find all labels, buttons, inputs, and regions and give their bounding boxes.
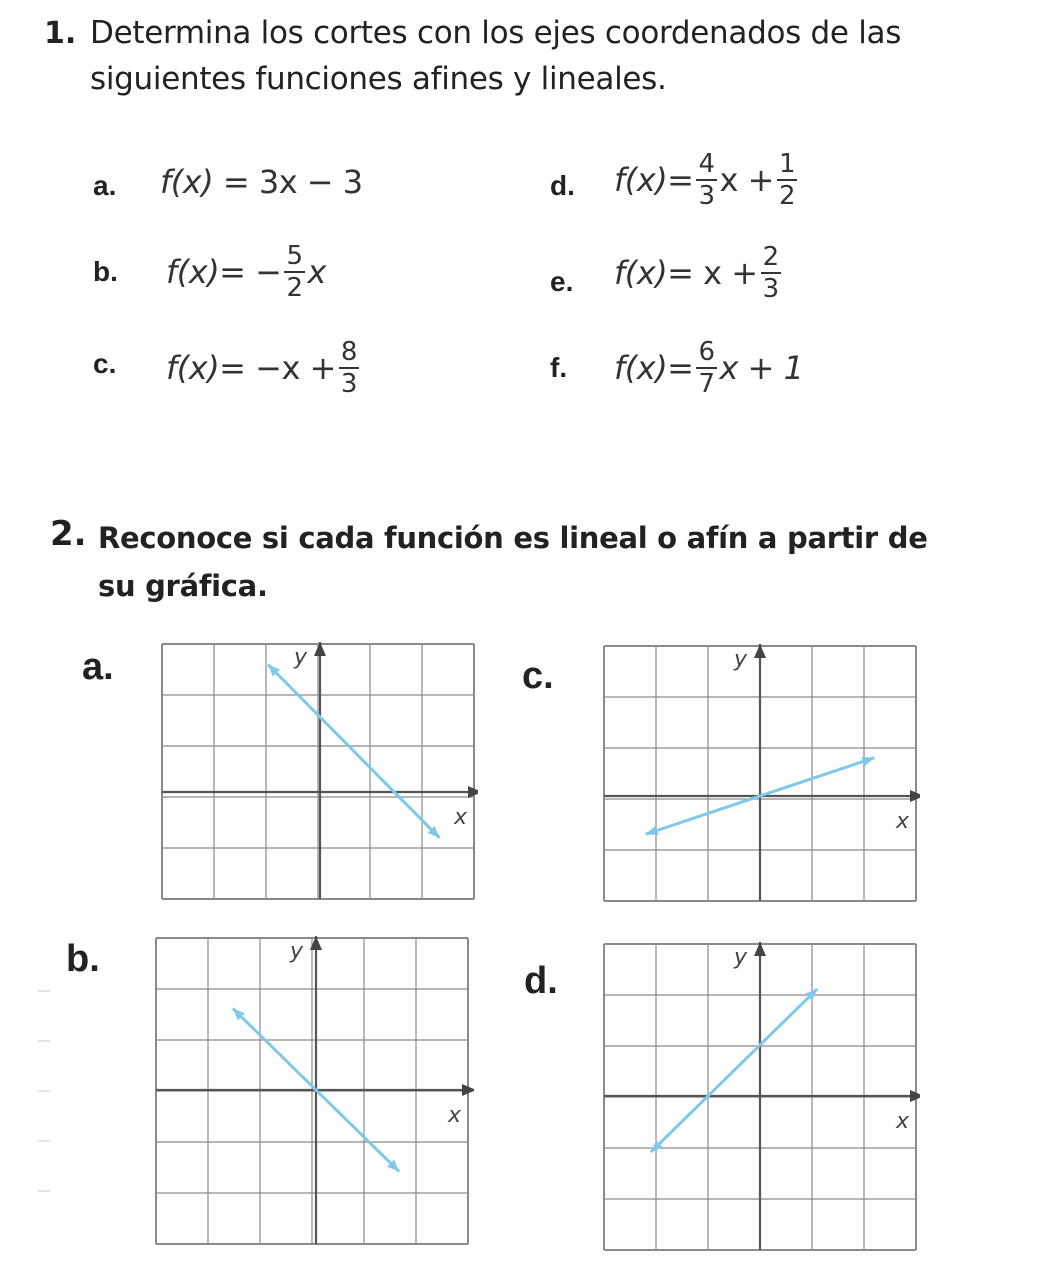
function-line: [651, 989, 817, 1152]
fx: f(x): [614, 349, 668, 387]
q2-number: 2.: [50, 514, 87, 554]
denominator: 3: [340, 369, 357, 399]
denominator: 3: [698, 181, 715, 211]
x-axis-label: x: [896, 1109, 910, 1134]
graph-a-letter: a.: [82, 646, 114, 688]
eq-mid: x +: [719, 161, 774, 199]
numerator: 4: [698, 149, 715, 179]
graph-c: [600, 642, 920, 904]
eq-pre: =: [667, 161, 694, 199]
margin-ticks: [38, 990, 68, 1240]
item-f-letter: f.: [550, 352, 568, 383]
graph-d: [600, 940, 920, 1256]
q2-text: [98, 514, 928, 610]
item-e-equation: [614, 234, 784, 312]
fraction-2: [777, 151, 797, 209]
y-axis-label: y: [734, 647, 748, 672]
item-c-letter: c.: [93, 348, 117, 379]
fraction: [761, 244, 781, 302]
item-b-letter: b.: [93, 256, 118, 287]
q1-text: [90, 10, 901, 102]
eq-rest: = 3x − 3: [222, 163, 363, 201]
item-b-equation: [166, 236, 326, 308]
denominator: 2: [778, 181, 795, 211]
eq-pre: =: [667, 349, 694, 387]
numerator: 5: [286, 241, 303, 271]
eq-post: x + 1: [719, 349, 804, 387]
line-arrow-end: [861, 757, 874, 766]
q1-text-line1: Determina los cortes con los ejes coordenados de las: [90, 15, 902, 51]
fraction: [339, 339, 359, 397]
denominator: 3: [762, 274, 779, 304]
q1-text-line2: siguientes funciones afines y lineales.: [90, 61, 667, 97]
numerator: 8: [340, 337, 357, 367]
q1-number: 1.: [44, 16, 77, 51]
eq-pre: = x +: [667, 254, 758, 292]
fx: f(x): [166, 349, 220, 387]
numerator: 2: [762, 242, 779, 272]
x-axis-label: x: [896, 809, 910, 834]
x-axis-label: x: [454, 805, 468, 830]
item-a-letter: a.: [93, 170, 117, 201]
q2-text-line1: Reconoce si cada función es lineal o afín a partir de: [98, 521, 928, 555]
graph-c-letter: c.: [522, 655, 554, 697]
item-d-letter: d.: [550, 170, 575, 201]
numerator: 1: [778, 149, 795, 179]
fx: f(x): [166, 253, 220, 291]
item-c-equation: [166, 330, 362, 406]
q2-text-line2: su gráfica.: [98, 569, 268, 603]
item-d-equation: [614, 142, 800, 218]
eq-post: x: [307, 253, 326, 291]
y-axis-label: y: [294, 645, 308, 670]
denominator: 7: [698, 369, 715, 399]
fraction: [696, 339, 716, 397]
eq-pre: = −x +: [219, 349, 336, 387]
fx: f(x): [160, 163, 214, 201]
item-f-equation: [614, 330, 803, 406]
line-arrow-start: [646, 826, 659, 835]
eq-pre: = −: [219, 253, 282, 291]
graph-b-letter: b.: [66, 938, 100, 980]
fx: f(x): [614, 161, 668, 199]
graph-b: [152, 934, 474, 1250]
fraction-1: [696, 151, 716, 209]
graph-d-letter: d.: [524, 960, 558, 1002]
y-axis-label: y: [734, 945, 748, 970]
numerator: 6: [698, 337, 715, 367]
x-axis-label: x: [448, 1103, 462, 1128]
y-axis-label: y: [290, 939, 304, 964]
denominator: 2: [286, 273, 303, 303]
graph-a: [158, 640, 478, 902]
function-line: [268, 665, 440, 838]
fraction: [284, 243, 304, 301]
fx: f(x): [614, 254, 668, 292]
item-e-letter: e.: [550, 266, 574, 297]
item-a-equation: [160, 160, 363, 204]
